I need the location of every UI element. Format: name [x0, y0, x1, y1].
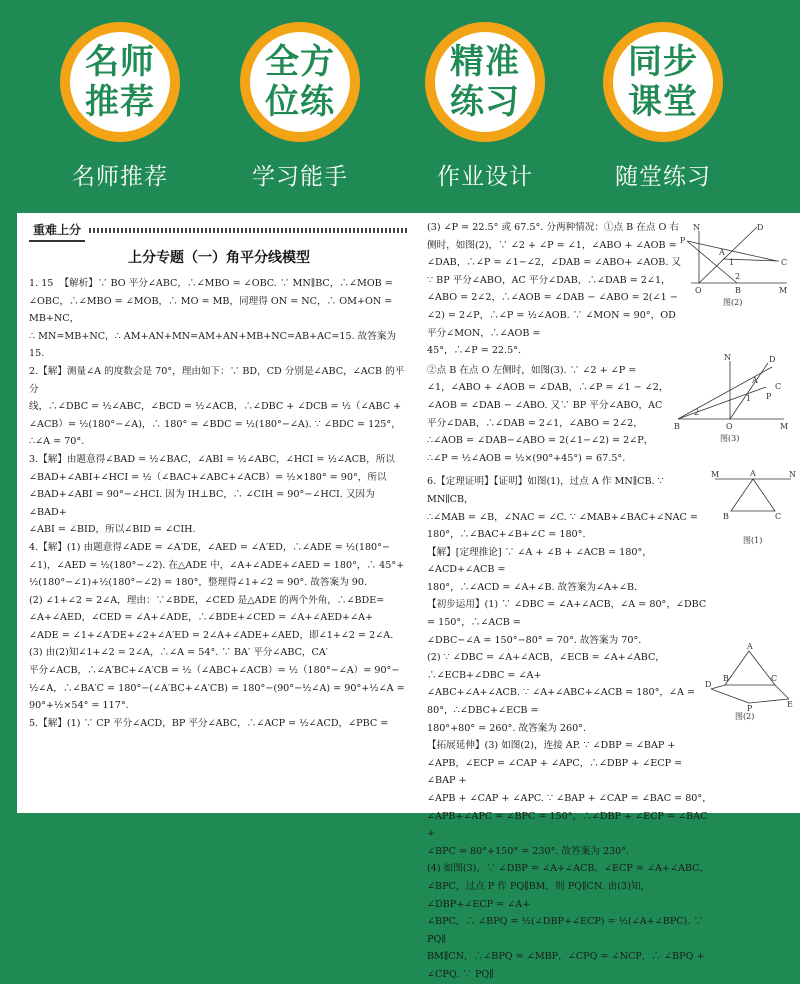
fig-label: 1 [746, 394, 752, 403]
fig-label: M [711, 470, 720, 479]
fig-label: D [757, 223, 764, 232]
document-sheet [17, 213, 800, 980]
fig-label: C [781, 258, 788, 267]
fig-label: E [787, 700, 793, 709]
fig-label: P [747, 704, 753, 713]
answer-4: 4.【解】(1) 由题意得∠ADE = ∠A′DE，∠AED = ∠A′ED，∴∠ADE = ½(180°− ∠1)，∠AED = ½(180°−∠2). 在△ADE 中，∠A+∠ADE+∠AED = 180°，∴ 45°+ ½(180°−∠1)+½(180°−∠2) = 180°，整理得∠1+∠2 = 90°. 故答案为 90. (2) ∠1+∠2 = 2∠A，理由：∵∠BDE，∠CED 是△ADE 的两个外角，∴∠BDE= ∠A+∠AED，∠CED = ∠A+∠ADE，∴∠BDE+∠CED = ∠A+∠AED+∠A+ ∠ADE = ∠1+∠A′DE+∠2+∠A′ED = 2∠A+∠ADE+∠AED，即∠1+∠2 = 2∠A. (3) 由(2)知∠1+∠2 = 2∠A，∴∠A = 54°. ∵ BA′ 平分∠ABC，CA′ 平分∠ACB，∴∠A′BC+∠A′CB = ½（∠ABC+∠ACB）= ½（180°−∠A）= 90°− ½∠A，∴∠BA′C = 180°−(∠A′BC+∠A′CB) = 180°−(90°−½∠A) = 90°+½∠A = 90°+½×54° = 117°. [29, 541, 405, 712]
answer-5: 5.【解】(1) ∵ CP 平分∠ACD，BP 平分∠ABC，∴∠ACP = ½∠ACD，∠PBC = [29, 717, 389, 729]
badge-subtitle: 学习能手 [252, 164, 348, 190]
answer-3: 3.【解】由题意得∠BAD = ½∠BAC，∠ABI = ½∠ABC，∠HCI = ½∠ACB，所以 ∠BAD+∠ABI+∠HCI = ½（∠BAC+∠ABC+∠ACB）= ½×180° = 90°，所以 ∠BAD+∠ABI = 90°−∠HCI. 因为 IH⊥BC，∴ ∠CIH = 90°−∠HCI. 又因为∠BAD+ ∠ABI = ∠BID，所以∠BID = ∠CIH. [29, 453, 395, 536]
fig-label: B [723, 512, 729, 521]
fig-label: M [779, 286, 788, 295]
answer-2: 2.【解】测量∠A 的度数会是 70°，理由如下：∵ BD，CD 分别是∠ABC，∠ACB 的平分 线，∴∠DBC = ½∠ABC，∠BCD = ½∠ACB，∴∠DBC + ∠DCB = ½（∠ABC + ∠ACB）= ½(180°−∠A)，∴ 180° = ∠BDC = ½(180°−∠A). ∵ ∠BDC = 125°， ∴∠A = 70°. [29, 365, 405, 448]
figure-3-diagram [672, 353, 792, 445]
badge-label: 精准练习 [450, 42, 520, 122]
fig-label: M [780, 422, 789, 431]
fig-label: C [771, 674, 778, 683]
figure-2-diagram [677, 221, 795, 311]
fig-label: P [680, 236, 686, 245]
badge-label: 同步课堂 [628, 42, 698, 122]
fig-label: B [723, 674, 729, 683]
section-rule [89, 228, 409, 233]
right-column [427, 219, 792, 984]
fig-label: A [747, 642, 753, 651]
fig-label: D [705, 680, 712, 689]
fig-caption: 图(2) [735, 712, 755, 721]
fig-label: B [735, 286, 741, 295]
fig-label: 2 [694, 408, 700, 417]
fig-label: B [674, 422, 680, 431]
left-column [29, 219, 409, 732]
badge-precise [425, 22, 545, 142]
fig-label: 1 [729, 258, 735, 267]
answer-3-cont: (3) ∠P = 22.5° 或 67.5°. 分两种情况：①点 B 在点 O 右 侧时，如图(2)，∵ ∠2 + ∠P = ∠1，∠ABO + ∠AOB = ∠DAB，∴∠P = ∠1−∠2，∠DAB = ∠ABO+ ∠AOB. 又 ∵ BP 平分∠ABO，AC 平分∠DAB，∴∠DAB = 2∠1， ∠ABO = 2∠2，∴∠AOB = ∠DAB − ∠ABO = 2(∠1 − ∠2) = 2∠P，∴∠P = ½∠AOB. ∵ ∠MON = 90°，OD 平分∠MON，∴∠AOB = 45°，∴∠P = 22.5°. [427, 222, 682, 357]
fig-label: A [752, 376, 758, 385]
figure-6-2-diagram [705, 643, 795, 719]
fig-label: N [693, 223, 700, 232]
fig-label: D [769, 355, 776, 364]
badge-subtitle: 随堂练习 [615, 164, 711, 190]
badge-classroom [603, 22, 723, 142]
answer-6: 6.【定理证明】【证明】如图(1)，过点 A 作 MN∥CB. ∵ MN∥CB， ∴∠MAB = ∠B，∠NAC = ∠C. ∵ ∠MAB+∠BAC+∠NAC = 180°，∴∠BAC+∠B+∠C = 180°. 【解】[定理推论] ∵ ∠A + ∠B + ∠ACB = 180°，∠ACD+∠ACB = 180°，∴∠ACD = ∠A+∠B. 故答案为∠A+∠B. 【初步运用】(1) ∵ ∠DBC = ∠A+∠ACB，∠A = 80°，∠DBC = 150°，∴∠ACB = ∠DBC−∠A = 150°−80° = 70°. 故答案为 70°. (2) ∵ ∠DBC = ∠A+∠ACB，∠ECB = ∠A+∠ABC，∴∠ECB+∠DBC = ∠A+ ∠ABC+∠A+∠ACB. ∵ ∠A+∠ABC+∠ACB = 180°，∠A = 80°，∴∠DBC+∠ECB = 180°+80° = 260°. 故答案为 260°. 【拓展延伸】(3) 如图(2)，连接 AP. ∵ ∠DBP = ∠BAP + ∠APB，∠ECP = ∠CAP + ∠APC，∴∠DBP + ∠ECP = ∠BAP + ∠APB + ∠CAP + ∠APC. ∵ ∠BAP + ∠CAP = ∠BAC = 80°， ∠APB+∠APC = ∠BPC = 150°，∴∠DBP + ∠ECP = ∠BAC + ∠BPC = 80°+150° = 230°. 故答案为 230°. (4) 如图(3)，∵ ∠DBP = ∠A+∠ACB，∠ECP = ∠A+∠ABC， ∠BPC，过点 P 作 PQ∥BM，则 PQ∥CN. 由(3)知，∠DBP+∠ECP = ∠A+ ∠BPC，∴ ∠BPQ = ½(∠DBP+∠ECP) = ½(∠A+∠BPC). ∵ PQ∥ BM∥CN，∴∠BPQ = ∠MBP，∠CPQ = ∠NCP，∴ ∠BPQ + ∠CPQ. ∵ PQ∥ [427, 476, 712, 980]
fig-label: A [750, 469, 756, 478]
badge-allround [240, 22, 360, 142]
fig-caption: 图(2) [723, 298, 743, 307]
answer-1: 1. 15 【解析】∵ BO 平分∠ABC，∴∠MBO = ∠OBC. ∵ MN∥BC，∴∠MOB = ∠OBC，∴∠MBO = ∠MOB，∴ MO = MB，同理得 ON = NC，∴ OM+ON = MB+NC， ∴ MN=MB+NC，∴ AM+AN+MN=AM+AN+MB+NC=AB+AC=15. 故答案为 15. [29, 278, 397, 360]
section-header [29, 219, 409, 241]
badge-subtitle: 名师推荐 [72, 164, 168, 190]
badge-recommend [60, 22, 180, 142]
fig-label: A [719, 248, 725, 257]
fig-label: 2 [735, 272, 741, 281]
fig-label: N [724, 353, 731, 362]
badge-label: 名师推荐 [85, 42, 155, 122]
fig-label: P [766, 392, 772, 401]
fig-label: C [775, 512, 782, 521]
fig-label: O [726, 422, 733, 431]
answer-3-case2: ②点 B 在点 O 左侧时，如图(3). ∵ ∠2 + ∠P = ∠1，∠ABO + ∠AOB = ∠DAB，∴∠P = ∠1 − ∠2， ∠AOB = ∠DAB − ∠ABO. 又∵ BP 平分∠ABO，AC 平分∠DAB，∴∠DAB = 2∠1，∠ABO = 2∠2， ∴∠AOB = ∠DAB−∠ABO = 2(∠1−∠2) = 2∠P， ∴∠P = ½∠AOB = ½×(90°+45°) = 67.5°. [427, 364, 669, 464]
fig-label: O [695, 286, 702, 295]
badge-label: 全方位练 [265, 42, 335, 122]
feature-badges [0, 22, 800, 142]
fig-label: C [775, 382, 782, 391]
figure-6-1-diagram [707, 471, 797, 551]
fig-label: N [789, 470, 796, 479]
fig-caption: 图(3) [720, 434, 740, 443]
page-title: 上分专题（一）角平分线模型 [128, 250, 310, 266]
section-tag: 重难上分 [29, 219, 85, 242]
badge-subtitle: 作业设计 [437, 164, 533, 190]
fig-caption: 图(1) [743, 536, 763, 545]
